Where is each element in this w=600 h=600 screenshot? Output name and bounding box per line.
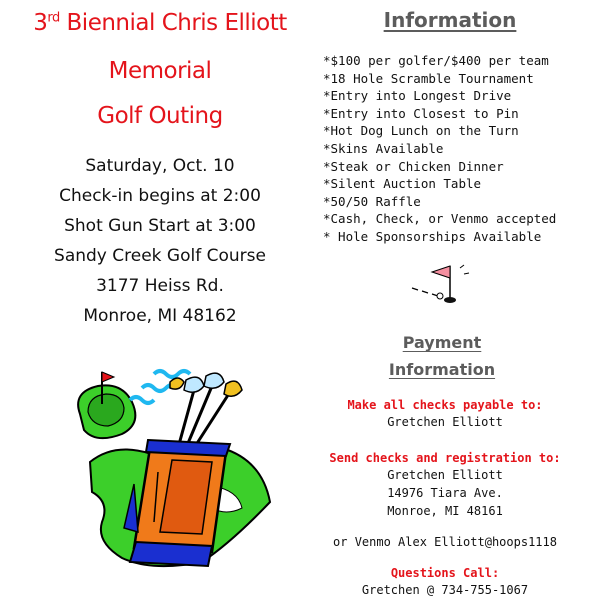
checks-payable-name: Gretchen Elliott [387,415,503,429]
event-date: Saturday, Oct. 10 [85,156,235,176]
information-item: *Cash, Check, or Venmo accepted [323,211,557,227]
information-item: *Entry into Closest to Pin [323,105,519,121]
questions-label: Questions Call: [390,566,500,580]
event-title-line-3: Golf Outing [97,103,223,129]
information-item: * Hole Sponsorships Available [323,228,542,244]
send-city: Monroe, MI 48161 [387,504,503,518]
checks-payable-label: Make all checks payable to: [347,398,543,412]
event-start: Shot Gun Start at 3:00 [64,216,256,236]
information-heading: Information [383,8,517,32]
payment-heading-line-1: Payment [402,333,482,352]
event-venue: Sandy Creek Golf Course [54,246,266,266]
send-name: Gretchen Elliott [387,468,503,482]
information-item: *18 Hole Scramble Tournament [323,70,534,86]
information-item: *Hot Dog Lunch on the Turn [323,123,519,139]
payment-heading-line-2: Information [388,360,496,379]
event-checkin: Check-in begins at 2:00 [59,186,261,206]
send-street: 14976 Tiara Ave. [387,486,503,500]
golf-bag-clipart-icon [62,352,302,592]
information-item: *Entry into Longest Drive [323,88,512,104]
information-item: *$100 per golfer/$400 per team [323,53,549,68]
information-item: *50/50 Raffle [323,193,421,209]
event-title-line-2: Memorial [108,58,212,84]
information-item: *Silent Auction Table [323,176,482,192]
venmo-info: or Venmo Alex Elliott@hoops1118 [333,535,557,549]
event-title-line-1: 3rd Biennial Chris Elliott [33,10,287,36]
event-street: 3177 Heiss Rd. [96,276,224,296]
information-list [323,52,556,246]
golf-flag-hole-icon [408,258,478,308]
send-checks-label: Send checks and registration to: [329,451,561,465]
information-item: *Steak or Chicken Dinner [323,158,504,174]
questions-contact: Gretchen @ 734-755-1067 [361,583,529,597]
event-city: Monroe, MI 48162 [83,306,237,326]
information-item: *Skins Available [323,140,444,156]
